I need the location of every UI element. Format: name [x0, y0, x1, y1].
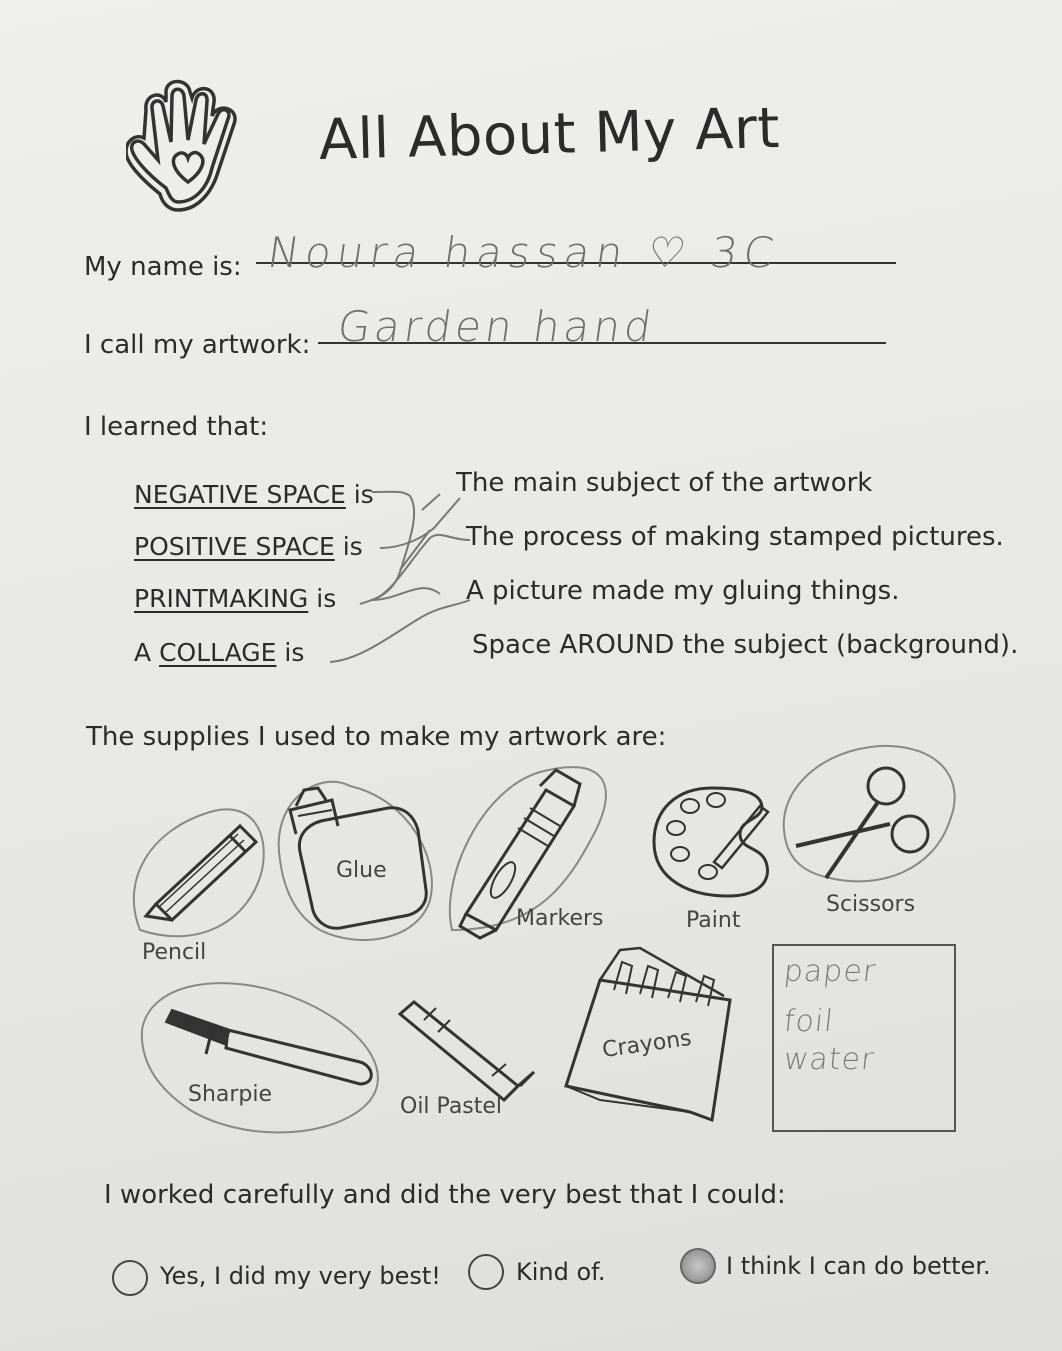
term-text: PRINTMAKING [134, 584, 309, 613]
supplies-heading: The supplies I used to make my artwork are: [86, 722, 667, 752]
term-prefix: A [134, 638, 160, 667]
name-label: My name is: [84, 252, 242, 282]
artwork-value[interactable]: Garden hand [334, 302, 659, 351]
term-tail: is [345, 480, 374, 509]
term-text: COLLAGE [159, 638, 277, 667]
other-supply-2: foil [782, 1004, 836, 1039]
term-text: NEGATIVE SPACE [134, 480, 346, 509]
definition-1[interactable]: The main subject of the artwork [456, 468, 873, 498]
definition-4[interactable]: Space AROUND the subject (background). [472, 630, 1019, 660]
term-tail: is [334, 532, 363, 561]
other-supplies-box[interactable] [772, 944, 956, 1132]
artwork-label: I call my artwork: [84, 330, 311, 360]
supply-label-markers[interactable]: Markers [516, 906, 604, 931]
radio-option-do-better[interactable] [680, 1248, 716, 1284]
supply-label-scissors[interactable]: Scissors [826, 892, 916, 917]
radio-option-kind-of[interactable] [468, 1254, 504, 1290]
name-value[interactable]: Noura hassan ♡ 3C [264, 228, 783, 277]
option-label-do-better: I think I can do better. [726, 1252, 991, 1280]
option-label-kind-of: Kind of. [516, 1258, 606, 1286]
other-supply-1: paper [782, 954, 879, 989]
supply-label-oil-pastel[interactable]: Oil Pastel [400, 1094, 503, 1119]
supply-label-pencil[interactable]: Pencil [142, 940, 207, 965]
other-supply-3: water [782, 1042, 877, 1077]
definition-3[interactable]: A picture made my gluing things. [466, 576, 900, 606]
paint-palette-icon [654, 788, 768, 896]
learned-heading: I learned that: [84, 412, 269, 442]
scissors-icon [796, 768, 928, 878]
supply-label-crayons[interactable]: Crayons [600, 1025, 694, 1064]
worksheet-title: All About My Art [318, 95, 781, 173]
self-check-prompt: I worked carefully and did the very best that I could: [104, 1180, 786, 1210]
supply-label-glue[interactable]: Glue [336, 858, 387, 883]
supply-label-sharpie[interactable]: Sharpie [188, 1082, 273, 1107]
oil-pastel-icon [400, 1002, 534, 1100]
sharpie-icon [166, 1010, 371, 1084]
term-tail: is [276, 638, 305, 667]
definition-2[interactable]: The process of making stamped pictures. [466, 522, 1004, 552]
term-text: POSITIVE SPACE [134, 532, 335, 561]
radio-option-yes[interactable] [112, 1260, 148, 1296]
option-label-yes: Yes, I did my very best! [160, 1262, 441, 1290]
term-tail: is [308, 584, 337, 613]
supply-label-paint[interactable]: Paint [686, 908, 741, 933]
pencil-icon [146, 826, 256, 920]
